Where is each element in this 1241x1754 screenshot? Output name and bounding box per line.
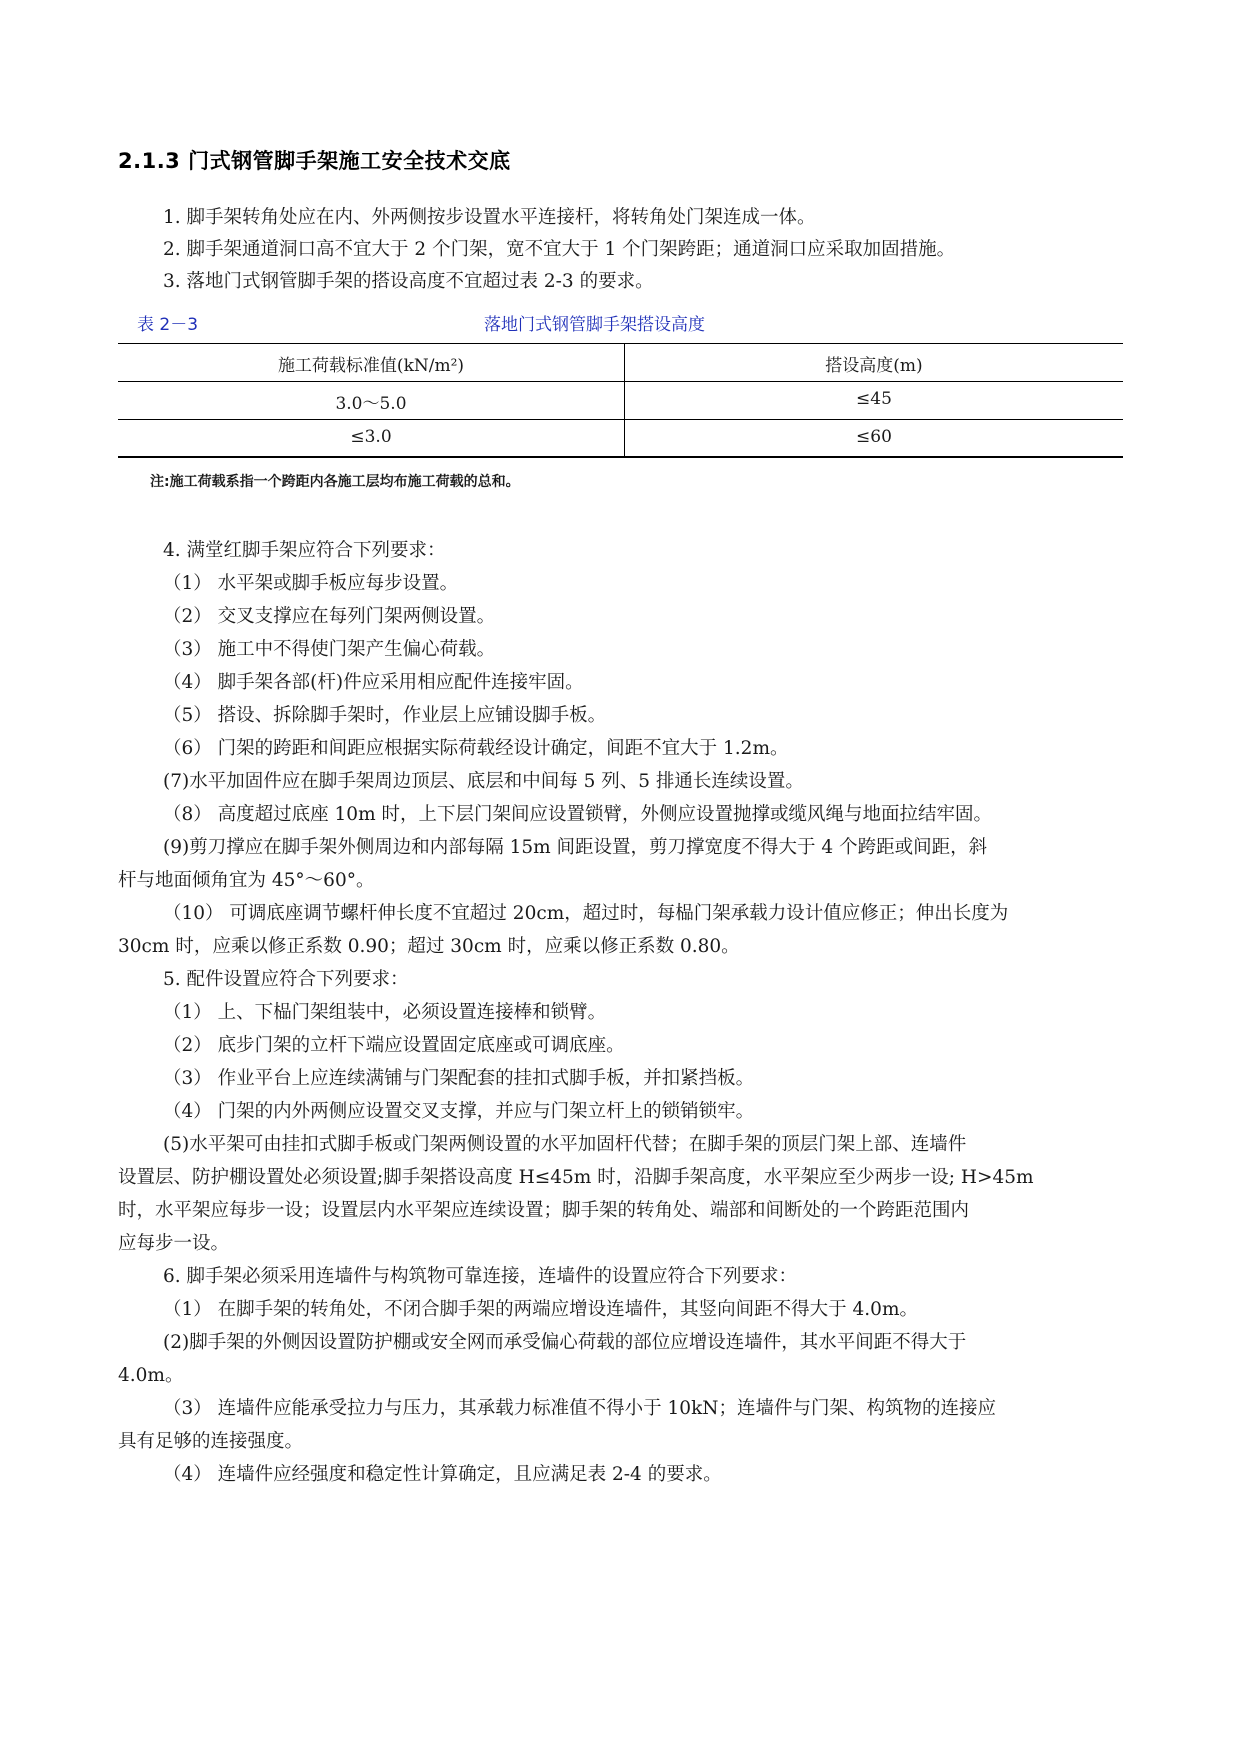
- table-header-height: 搭设高度(m): [825, 356, 923, 376]
- body-line: （3） 作业平台上应连续满铺与门架配套的挂扣式脚手板，并扣紧挡板。: [163, 1068, 755, 1089]
- section-heading: 2.1.3 门式钢管脚手架施工安全技术交底: [118, 149, 511, 173]
- body-line: （8） 高度超过底座 10m 时，上下层门架间应设置锁臂，外侧应设置抛撑或缆风绳与地面拉结牢固。: [163, 804, 992, 825]
- body-line: 设置层、防护棚设置处必须设置;脚手架搭设高度 H≤45m 时，沿脚手架高度，水平架应至少两步一设; H>45m: [118, 1167, 1034, 1188]
- body-line: 4. 满堂红脚手架应符合下列要求：: [163, 540, 446, 561]
- body-line: （10） 可调底座调节螺杆伸长度不宜超过 20cm，超过时，每榀门架承载力设计值应修正；伸出长度为: [163, 903, 1009, 924]
- table-cell-load: ≤3.0: [350, 427, 392, 447]
- table-cell-height: ≤60: [856, 427, 892, 447]
- body-line: 杆与地面倾角宜为 45°～60°。: [118, 870, 375, 891]
- table-number: 表 2－3: [137, 315, 199, 335]
- body-line: （4） 连墙件应经强度和稳定性计算确定，且应满足表 2-4 的要求。: [163, 1464, 722, 1485]
- body-line: （1） 上、下榀门架组装中，必须设置连接棒和锁臂。: [163, 1002, 607, 1023]
- table-header-load: 施工荷载标准值(kN/m²): [277, 356, 465, 376]
- body-line: （1） 水平架或脚手板应每步设置。: [163, 573, 459, 594]
- intro-item-3: 3. 落地门式钢管脚手架的搭设高度不宜超过表 2-3 的要求。: [163, 271, 654, 292]
- body-line: （5） 搭设、拆除脚手架时，作业层上应铺设脚手板。: [163, 705, 607, 726]
- intro-item-2: 2. 脚手架通道洞口高不宜大于 2 个门架，宽不宜大于 1 个门架跨距；通道洞口应采取加固措施。: [163, 239, 956, 260]
- body-line: 30cm 时，应乘以修正系数 0.90；超过 30cm 时，应乘以修正系数 0.80。: [118, 936, 740, 957]
- body-line: 具有足够的连接强度。: [118, 1431, 304, 1452]
- body-line: 4.0m。: [118, 1365, 184, 1386]
- body-line: 应每步一设。: [118, 1233, 230, 1254]
- body-line: (2)脚手架的外侧因设置防护棚或安全网而承受偏心荷载的部位应增设连墙件，其水平间距不得大于: [163, 1332, 967, 1353]
- table-cell-height: ≤45: [856, 389, 892, 409]
- body-line: (7)水平加固件应在脚手架周边顶层、底层和中间每 5 列、5 排通长连续设置。: [163, 771, 804, 792]
- body-line: （2） 底步门架的立杆下端应设置固定底座或可调底座。: [163, 1035, 625, 1056]
- table-title: 落地门式钢管脚手架搭设高度: [484, 315, 705, 335]
- table-bottom-rule: [118, 456, 1123, 458]
- body-line: （3） 施工中不得使门架产生偏心荷载。: [163, 639, 496, 660]
- body-line: （3） 连墙件应能承受拉力与压力，其承载力标准值不得小于 10kN；连墙件与门架、构筑物的连接应: [163, 1398, 996, 1419]
- body-line: 6. 脚手架必须采用连墙件与构筑物可靠连接，连墙件的设置应符合下列要求：: [163, 1266, 798, 1287]
- table-cell-load: 3.0～5.0: [335, 394, 407, 414]
- body-line: 5. 配件设置应符合下列要求：: [163, 969, 409, 990]
- body-line: （4） 脚手架各部(杆)件应采用相应配件连接牢固。: [163, 672, 584, 693]
- body-line: (5)水平架可由挂扣式脚手板或门架两侧设置的水平加固杆代替；在脚手架的顶层门架上部、连墙件: [163, 1134, 967, 1155]
- table-note: 注:施工荷载系指一个跨距内各施工层均布施工荷载的总和。: [150, 474, 520, 490]
- body-line: (9)剪刀撑应在脚手架外侧周边和内部每隔 15m 间距设置，剪刀撑宽度不得大于 4 个跨距或间距，斜: [163, 837, 988, 858]
- body-line: （4） 门架的内外两侧应设置交叉支撑，并应与门架立杆上的锁销锁牢。: [163, 1101, 755, 1122]
- table-top-rule: [118, 343, 1123, 344]
- table-header-rule: [118, 381, 1123, 382]
- body-line: （2） 交叉支撑应在每列门架两侧设置。: [163, 606, 496, 627]
- intro-item-1: 1. 脚手架转角处应在内、外两侧按步设置水平连接杆，将转角处门架连成一体。: [163, 207, 816, 228]
- table-row-rule: [118, 419, 1123, 420]
- body-line: （1） 在脚手架的转角处，不闭合脚手架的两端应增设连墙件，其竖向间距不得大于 4.0m。: [163, 1299, 918, 1320]
- body-line: （6） 门架的跨距和间距应根据实际荷载经设计确定，间距不宜大于 1.2m。: [163, 738, 789, 759]
- body-line: 时，水平架应每步一设；设置层内水平架应连续设置；脚手架的转角处、端部和间断处的一个跨距范围内: [118, 1200, 970, 1221]
